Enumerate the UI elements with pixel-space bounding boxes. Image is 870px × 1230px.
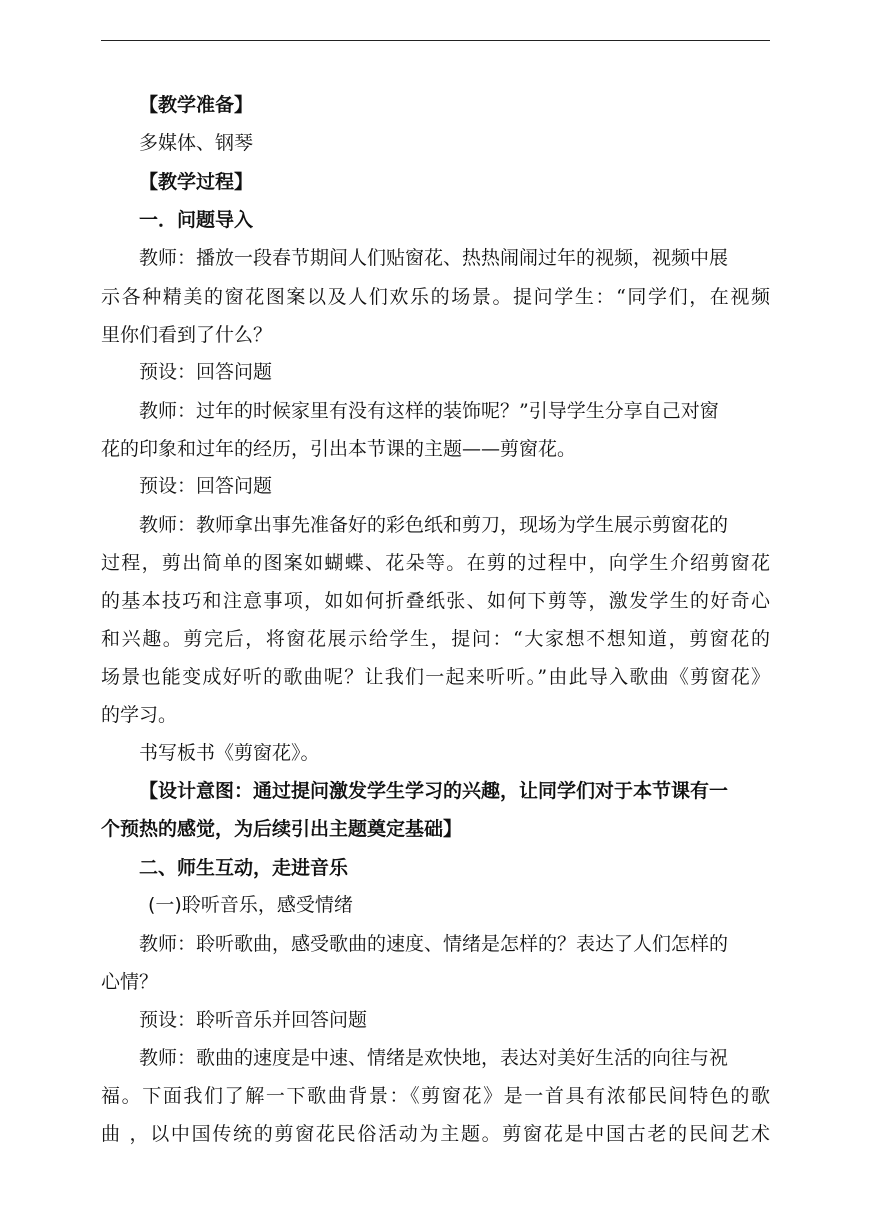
paragraph-2-line: 花的印象和过年的经历，引出本节课的主题——剪窗花。 [101,438,577,460]
design-intent-line: 个预热的感觉，为后续引出主题奠定基础】 [101,818,463,840]
preset-answer: 预设：回答问题 [139,361,273,383]
paragraph-1-line: 里你们看到了什么？ [101,324,273,346]
design-intent-line: 【设计意图：通过提问激发学生学习的兴趣，让同学们对于本节课有一 [139,780,729,802]
subsection-1-title: (一)聆听音乐，感受情绪 [148,894,353,916]
section-2-title: 二、师生互动，走进音乐 [139,857,349,879]
heading-teaching-process: 【教学过程】 [139,171,254,193]
preset-answer: 预设：聆听音乐并回答问题 [139,1009,368,1031]
paragraph-1-line: 示各种精美的窗花图案以及人们欢乐的场景。提问学生：“同学们，在视频 [101,286,770,308]
paragraph-3-line: 的基本技巧和注意事项，如如何折叠纸张、如何下剪等，激发学生的好奇心 [101,590,770,612]
board-writing: 书写板书《剪窗花》。 [139,742,320,764]
paragraph-2-line: 教师：过年的时候家里有没有这样的装饰呢？”引导学生分享自己对窗 [139,400,719,422]
paragraph-3-line: 的学习。 [101,704,178,726]
paragraph-5-line: 教师：歌曲的速度是中速、情绪是欢快地，表达对美好生活的向往与祝 [139,1047,729,1069]
paragraph-4-line: 心情？ [101,971,159,993]
section-1-title: 一．问题导入 [139,209,254,231]
paragraph-1-line: 教师：播放一段春节期间人们贴窗花、热热闹闹过年的视频，视频中展 [139,247,729,269]
paragraph-3-line: 教师：教师拿出事先准备好的彩色纸和剪刀，现场为学生展示剪窗花的 [139,514,729,536]
paragraph-3-line: 和兴趣。剪完后，将窗花展示给学生，提问：“大家想不想知道，剪窗花的 [101,628,770,650]
paragraph-4-line: 教师：聆听歌曲，感受歌曲的速度、情绪是怎样的？表达了人们怎样的 [139,933,729,955]
heading-teaching-preparation: 【教学准备】 [139,94,254,116]
header-rule [101,40,770,41]
paragraph-5-line: 福。下面我们了解一下歌曲背景：《剪窗花》是一首具有浓郁民间特色的歌 [101,1085,770,1107]
paragraph-5-line: 曲 ，以中国传统的剪窗花民俗活动为主题。剪窗花是中国古老的民间艺术 [101,1123,770,1145]
paragraph-3-line: 过程，剪出简单的图案如蝴蝶、花朵等。在剪的过程中，向学生介绍剪窗花 [101,552,770,574]
preset-answer: 预设：回答问题 [139,475,273,497]
paragraph-3-line: 场景也能变成好听的歌曲呢？让我们一起来听听。”由此导入歌曲《剪窗花》 [101,666,770,688]
preparation-text: 多媒体、钢琴 [139,132,254,154]
